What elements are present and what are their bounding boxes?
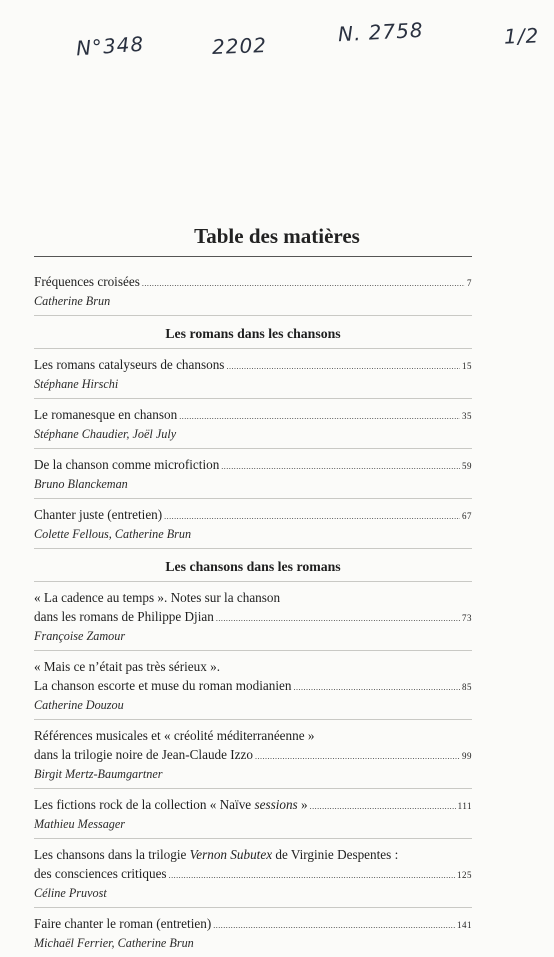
title-rule <box>34 256 472 257</box>
dot-leader <box>310 795 456 816</box>
section-heading: Les chansons dans les romans <box>34 549 472 582</box>
entry-title: dans les romans de Philippe Djian <box>34 609 214 624</box>
toc-line <box>34 607 472 628</box>
page-number: 7 <box>467 278 472 288</box>
entry-authors: Catherine Brun <box>34 294 111 308</box>
page-number: 73 <box>462 613 472 623</box>
entry-authors: Catherine Douzou <box>34 698 124 712</box>
table-of-contents <box>34 268 472 957</box>
page-title: Table des matières <box>194 224 360 248</box>
handwritten-note-code: 2202 <box>211 33 268 59</box>
dot-leader <box>213 914 455 935</box>
entry-title: Les romans catalyseurs de chansons <box>34 357 225 372</box>
dot-leader <box>142 272 465 293</box>
entry-title: des consciences critiques <box>34 866 167 881</box>
entry-authors: Bruno Blanckeman <box>34 477 128 491</box>
section-heading: Les romans dans les chansons <box>34 316 472 349</box>
toc-entry <box>34 268 472 316</box>
entry-authors: Stéphane Hirschi <box>34 377 119 391</box>
page-number: 59 <box>462 461 472 471</box>
toc-line-first: « La cadence au temps ». Notes sur la chanson <box>34 590 281 605</box>
page-number: 35 <box>462 411 472 421</box>
toc-line-first <box>34 845 472 864</box>
toc-entry <box>34 449 472 499</box>
entry-title: Faire chanter le roman (entretien) <box>34 916 212 931</box>
dot-leader <box>226 355 460 376</box>
toc-line <box>34 745 472 766</box>
entry-title-italic: sessions <box>254 797 298 812</box>
toc-line <box>34 405 472 426</box>
page-number: 99 <box>462 751 472 761</box>
entry-title-start: Les chansons dans la trilogie <box>34 847 190 862</box>
entry-authors: Birgit Mertz-Baumgartner <box>34 767 163 781</box>
toc-line <box>34 795 472 816</box>
toc-entry <box>34 789 472 839</box>
entry-authors: Françoise Zamour <box>34 629 126 643</box>
entry-title: De la chanson comme microfiction <box>34 457 220 472</box>
toc-line <box>34 355 472 376</box>
toc-entry <box>34 651 472 720</box>
toc-line <box>34 455 472 476</box>
toc-entry <box>34 349 472 399</box>
page-number: 111 <box>457 801 472 811</box>
dot-leader <box>179 405 460 426</box>
entry-title-start: Les fictions rock de la collection « Naïve <box>34 797 255 812</box>
toc-entry <box>34 839 472 908</box>
dot-leader <box>255 745 460 766</box>
handwritten-note-number: N°348 <box>75 31 145 61</box>
page-number: 125 <box>457 870 472 880</box>
toc-line-first: « Mais ce n’était pas très sérieux ». <box>34 659 221 674</box>
toc-entry <box>34 499 472 549</box>
entry-title: dans la trilogie noire de Jean-Claude Izzo <box>34 747 253 762</box>
page-number: 141 <box>457 920 472 930</box>
entry-title: La chanson escorte et muse du roman modianien <box>34 678 292 693</box>
toc-line <box>34 864 472 885</box>
handwritten-note-reference: N. 2758 <box>337 17 425 47</box>
dot-leader <box>164 505 460 526</box>
page-number: 85 <box>462 682 472 692</box>
dot-leader <box>293 676 460 697</box>
toc-line <box>34 505 472 526</box>
toc-entry <box>34 399 472 449</box>
dot-leader <box>169 864 455 885</box>
toc-line <box>34 914 472 935</box>
dot-leader <box>221 455 460 476</box>
dot-leader <box>216 607 460 628</box>
toc-line <box>34 272 472 293</box>
entry-title-end: » <box>297 797 308 812</box>
toc-entry <box>34 582 472 651</box>
page-number: 15 <box>462 361 472 371</box>
entry-authors: Colette Fellous, Catherine Brun <box>34 527 192 541</box>
entry-title: Chanter juste (entretien) <box>34 507 163 522</box>
entry-title: Le romanesque en chanson <box>34 407 178 422</box>
toc-line <box>34 676 472 697</box>
entry-authors: Céline Pruvost <box>34 886 107 900</box>
entry-title-end: de Virginie Despentes : <box>272 847 399 862</box>
toc-line-first: Références musicales et « créolité méditerranéenne » <box>34 728 315 743</box>
entry-authors: Stéphane Chaudier, Joël July <box>34 427 177 441</box>
entry-title: Fréquences croisées <box>34 274 140 289</box>
entry-title-italic: Vernon Subutex <box>189 847 273 862</box>
entry-title <box>34 795 308 814</box>
handwritten-note-fraction: 1/2 <box>503 23 540 49</box>
entry-authors: Michaël Ferrier, Catherine Brun <box>34 936 194 950</box>
page-number: 67 <box>462 511 472 521</box>
toc-entry <box>34 720 472 789</box>
toc-entry <box>34 908 472 957</box>
entry-authors: Mathieu Messager <box>34 817 126 831</box>
